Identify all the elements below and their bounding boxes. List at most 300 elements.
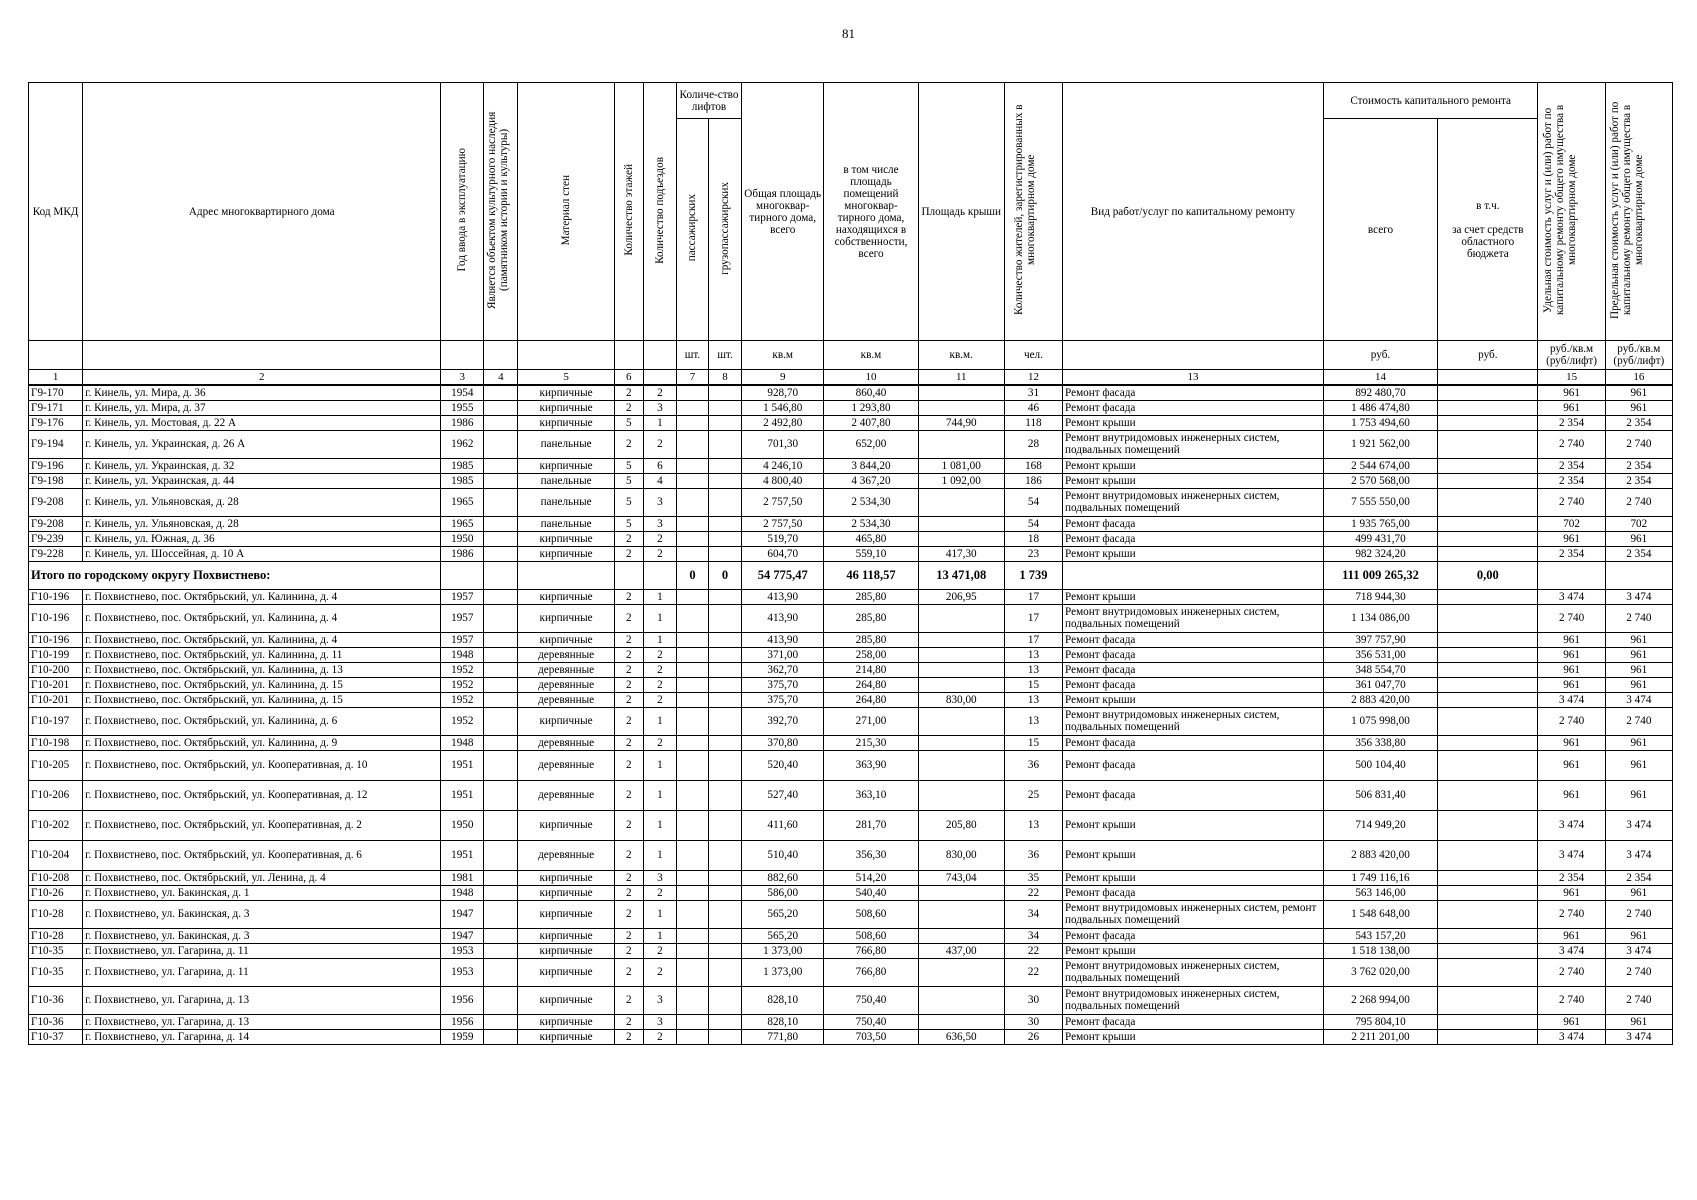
roof-area-cell: 744,90: [918, 415, 1004, 430]
passenger-cell: [676, 385, 708, 400]
year-cell: 1986: [441, 546, 484, 561]
cost-total-cell: 1 753 494,60: [1323, 415, 1437, 430]
cargo-cell: [709, 928, 742, 943]
total-area-cell: 375,70: [742, 677, 824, 692]
cargo-cell: [709, 943, 742, 958]
roof-area-cell: 1 081,00: [918, 458, 1004, 473]
column-number-row: [29, 370, 1673, 386]
owned-area-cell: 281,70: [824, 810, 918, 840]
walls-cell: деревянные: [518, 840, 614, 870]
page-number: 81: [842, 26, 855, 41]
max-cost-cell: 2 740: [1605, 958, 1672, 986]
unit-cost-cell: 961: [1538, 780, 1605, 810]
code-cell: Г10-28: [29, 928, 83, 943]
entrances-cell: 2: [643, 943, 676, 958]
regional-cell: [1438, 750, 1538, 780]
max-cost-cell: 2 354: [1605, 473, 1672, 488]
residents-cell: 13: [1004, 647, 1062, 662]
walls-cell: панельные: [518, 430, 614, 458]
code-cell: Г10-200: [29, 662, 83, 677]
passenger-cell: [676, 458, 708, 473]
walls-cell: деревянные: [518, 662, 614, 677]
total-area-cell: 413,90: [742, 604, 824, 632]
roof-area-cell: 830,00: [918, 840, 1004, 870]
work-type-cell: Ремонт внутридомовых инженерных систем, ремонт подвальных помещений: [1063, 900, 1324, 928]
work-type-cell: Ремонт фасада: [1063, 885, 1324, 900]
address-cell: г. Похвистнево, ул. Гагарина, д. 11: [83, 958, 441, 986]
unit-cost-cell: 961: [1538, 385, 1605, 400]
table-row: [29, 516, 1673, 531]
table-row: [29, 400, 1673, 415]
walls-cell: кирпичные: [518, 870, 614, 885]
residents-cell: 34: [1004, 928, 1062, 943]
unit-cost-cell: 961: [1538, 1014, 1605, 1029]
residents-cell: 15: [1004, 677, 1062, 692]
walls-cell: кирпичные: [518, 986, 614, 1014]
floors-cell: 2: [614, 885, 643, 900]
work-type-cell: Ремонт фасада: [1063, 385, 1324, 400]
entrances-cell: 1: [643, 900, 676, 928]
residents-cell: 118: [1004, 415, 1062, 430]
floors-cell: 2: [614, 900, 643, 928]
cargo-cell: [709, 415, 742, 430]
year-cell: 1985: [441, 458, 484, 473]
heritage-cell: [484, 986, 518, 1014]
roof-area-cell: [918, 986, 1004, 1014]
heritage-cell: [484, 1014, 518, 1029]
year-cell: 1981: [441, 870, 484, 885]
cost-total-cell: 356 531,00: [1323, 647, 1437, 662]
work-type-cell: Ремонт крыши: [1063, 415, 1324, 430]
residents-cell: 30: [1004, 986, 1062, 1014]
floors-cell: 2: [614, 928, 643, 943]
heritage-cell: [484, 385, 518, 400]
regional-cell: [1438, 707, 1538, 735]
total-area-cell: 701,30: [742, 430, 824, 458]
address-cell: г. Похвистнево, пос. Октябрьский, ул. Кооперативная, д. 2: [83, 810, 441, 840]
heritage-cell: [484, 488, 518, 516]
max-cost-cell: 2 354: [1605, 458, 1672, 473]
cargo-cell: [709, 735, 742, 750]
header-entrances: Количество подъездов: [643, 83, 676, 341]
passenger-cell: [676, 943, 708, 958]
regional-cell: [1438, 415, 1538, 430]
roof-area-cell: [918, 604, 1004, 632]
residents-cell: 22: [1004, 885, 1062, 900]
max-cost-cell: 2 354: [1605, 546, 1672, 561]
max-cost-cell: 3 474: [1605, 810, 1672, 840]
unit-cost-cell: 702: [1538, 516, 1605, 531]
year-cell: 1957: [441, 604, 484, 632]
address-cell: г. Похвистнево, пос. Октябрьский, ул. Калинина, д. 15: [83, 677, 441, 692]
regional-cell: [1438, 1029, 1538, 1044]
column-number: 16: [1605, 370, 1672, 386]
entrances-cell: 3: [643, 986, 676, 1014]
cargo-cell: [709, 589, 742, 604]
table-row: [29, 546, 1673, 561]
unit-cost-cell: 3 474: [1538, 943, 1605, 958]
total-area-cell: 519,70: [742, 531, 824, 546]
floors-cell: 2: [614, 531, 643, 546]
roof-area-cell: [918, 647, 1004, 662]
header-max-cost: Предельная стоимость услуг и (или) работ по капитальному ремонту общего имущества в многоквартирном доме: [1605, 83, 1672, 341]
table-row: [29, 692, 1673, 707]
code-cell: Г9-171: [29, 400, 83, 415]
regional-cell: [1438, 986, 1538, 1014]
heritage-cell: [484, 692, 518, 707]
regional-cell: [1438, 531, 1538, 546]
cost-total-cell: 1 749 116,16: [1323, 870, 1437, 885]
entrances-cell: 2: [643, 885, 676, 900]
year-cell: 1947: [441, 900, 484, 928]
table-row: [29, 840, 1673, 870]
table-row: [29, 488, 1673, 516]
table-row: [29, 707, 1673, 735]
residents-cell: 30: [1004, 1014, 1062, 1029]
total-regional: 0,00: [1438, 561, 1538, 589]
cargo-cell: [709, 986, 742, 1014]
entrances-cell: 3: [643, 1014, 676, 1029]
header-heritage: Является объектом культурного наследия (памятником истории и культуры): [484, 83, 518, 341]
code-cell: Г10-36: [29, 1014, 83, 1029]
floors-cell: 2: [614, 1014, 643, 1029]
cost-total-cell: 892 480,70: [1323, 385, 1437, 400]
owned-area-cell: 766,80: [824, 958, 918, 986]
walls-cell: кирпичные: [518, 632, 614, 647]
unit-cost-cell: 961: [1538, 677, 1605, 692]
total-area-cell: 828,10: [742, 1014, 824, 1029]
address-cell: г. Похвистнево, пос. Октябрьский, ул. Кооперативная, д. 10: [83, 750, 441, 780]
address-cell: г. Похвистнево, пос. Октябрьский, ул. Калинина, д. 15: [83, 692, 441, 707]
total-roof-area: 13 471,08: [918, 561, 1004, 589]
passenger-cell: [676, 589, 708, 604]
cost-total-cell: 1 075 998,00: [1323, 707, 1437, 735]
cost-total-cell: 2 211 201,00: [1323, 1029, 1437, 1044]
max-cost-cell: 2 740: [1605, 707, 1672, 735]
residents-cell: 168: [1004, 458, 1062, 473]
regional-cell: [1438, 810, 1538, 840]
cost-total-cell: 2 883 420,00: [1323, 692, 1437, 707]
max-cost-cell: 3 474: [1605, 840, 1672, 870]
walls-cell: кирпичные: [518, 928, 614, 943]
owned-area-cell: 750,40: [824, 1014, 918, 1029]
walls-cell: кирпичные: [518, 1014, 614, 1029]
address-cell: г. Похвистнево, ул. Бакинская, д. 1: [83, 885, 441, 900]
year-cell: 1952: [441, 677, 484, 692]
floors-cell: 2: [614, 604, 643, 632]
entrances-cell: 1: [643, 840, 676, 870]
total-area-cell: 4 246,10: [742, 458, 824, 473]
cost-total-cell: 7 555 550,00: [1323, 488, 1437, 516]
walls-cell: кирпичные: [518, 589, 614, 604]
table-row: [29, 750, 1673, 780]
regional-cell: [1438, 692, 1538, 707]
total-area-cell: 1 546,80: [742, 400, 824, 415]
regional-cell: [1438, 662, 1538, 677]
passenger-cell: [676, 400, 708, 415]
address-cell: г. Похвистнево, пос. Октябрьский, ул. Кооперативная, д. 12: [83, 780, 441, 810]
heritage-cell: [484, 604, 518, 632]
walls-cell: кирпичные: [518, 385, 614, 400]
total-area-cell: 413,90: [742, 589, 824, 604]
residents-cell: 54: [1004, 516, 1062, 531]
work-type-cell: Ремонт фасада: [1063, 735, 1324, 750]
owned-area-cell: 750,40: [824, 986, 918, 1014]
cargo-cell: [709, 516, 742, 531]
column-number: 9: [742, 370, 824, 386]
year-cell: 1962: [441, 430, 484, 458]
code-cell: Г10-26: [29, 885, 83, 900]
regional-cell: [1438, 928, 1538, 943]
floors-cell: 2: [614, 662, 643, 677]
passenger-cell: [676, 692, 708, 707]
column-number: 15: [1538, 370, 1605, 386]
year-cell: 1956: [441, 1014, 484, 1029]
owned-area-cell: 2 534,30: [824, 488, 918, 516]
residents-cell: 31: [1004, 385, 1062, 400]
year-cell: 1948: [441, 885, 484, 900]
total-area-cell: 586,00: [742, 885, 824, 900]
table-row: [29, 531, 1673, 546]
floors-cell: 2: [614, 400, 643, 415]
heritage-cell: [484, 516, 518, 531]
heritage-cell: [484, 885, 518, 900]
year-cell: 1951: [441, 840, 484, 870]
code-cell: Г10-37: [29, 1029, 83, 1044]
passenger-cell: [676, 735, 708, 750]
year-cell: 1951: [441, 750, 484, 780]
entrances-cell: 2: [643, 531, 676, 546]
year-cell: 1957: [441, 589, 484, 604]
address-cell: г. Кинель, ул. Ульяновская, д. 28: [83, 488, 441, 516]
roof-area-cell: [918, 735, 1004, 750]
cost-total-cell: 1 486 474,80: [1323, 400, 1437, 415]
work-type-cell: Ремонт внутридомовых инженерных систем, подвальных помещений: [1063, 986, 1324, 1014]
cost-total-cell: 2 268 994,00: [1323, 986, 1437, 1014]
passenger-cell: [676, 604, 708, 632]
max-cost-cell: 961: [1605, 1014, 1672, 1029]
unit-rub-1: руб.: [1323, 341, 1437, 370]
roof-area-cell: [918, 1014, 1004, 1029]
entrances-cell: 3: [643, 400, 676, 415]
cargo-cell: [709, 692, 742, 707]
total-area-cell: 375,70: [742, 692, 824, 707]
entrances-cell: 2: [643, 385, 676, 400]
work-type-cell: Ремонт фасада: [1063, 647, 1324, 662]
header-unit-cost: Удельная стоимость услуг и (или) работ по капитальному ремонту общего имущества в многоквартирном доме: [1538, 83, 1605, 341]
floors-cell: 2: [614, 958, 643, 986]
max-cost-cell: 961: [1605, 385, 1672, 400]
unit-rub-2: руб.: [1438, 341, 1538, 370]
total-area-cell: 828,10: [742, 986, 824, 1014]
entrances-cell: 6: [643, 458, 676, 473]
residents-cell: 34: [1004, 900, 1062, 928]
header-floors: Количество этажей: [614, 83, 643, 341]
unit-lift-2: шт.: [709, 341, 742, 370]
passenger-cell: [676, 488, 708, 516]
max-cost-cell: 961: [1605, 735, 1672, 750]
walls-cell: кирпичные: [518, 958, 614, 986]
max-cost-cell: 2 740: [1605, 900, 1672, 928]
total-row: [29, 561, 1673, 589]
passenger-cell: [676, 885, 708, 900]
passenger-cell: [676, 840, 708, 870]
total-residents: 1 739: [1004, 561, 1062, 589]
heritage-cell: [484, 943, 518, 958]
entrances-cell: 1: [643, 750, 676, 780]
table-row: [29, 677, 1673, 692]
walls-cell: деревянные: [518, 750, 614, 780]
cost-total-cell: 543 157,20: [1323, 928, 1437, 943]
work-type-cell: Ремонт крыши: [1063, 589, 1324, 604]
work-type-cell: Ремонт внутридомовых инженерных систем, подвальных помещений: [1063, 430, 1324, 458]
cargo-cell: [709, 531, 742, 546]
code-cell: Г10-35: [29, 958, 83, 986]
work-type-cell: Ремонт фасада: [1063, 531, 1324, 546]
roof-area-cell: 205,80: [918, 810, 1004, 840]
work-type-cell: Ремонт крыши: [1063, 473, 1324, 488]
cost-total-cell: 563 146,00: [1323, 885, 1437, 900]
unit-max-cost: руб./кв.м (руб/лифт): [1605, 341, 1672, 370]
residents-cell: 36: [1004, 750, 1062, 780]
header-total-area: Общая площадь многоквар-тирного дома, всего: [742, 83, 824, 341]
total-area-cell: 565,20: [742, 928, 824, 943]
table-row: [29, 632, 1673, 647]
header-regional: в т.ч. за счет средств областного бюджета: [1438, 119, 1538, 341]
year-cell: 1948: [441, 647, 484, 662]
roof-area-cell: [918, 780, 1004, 810]
header-passenger: пассажирских: [676, 119, 708, 341]
unit-cost-cell: 2 354: [1538, 870, 1605, 885]
header-address: Адрес многоквартирного дома: [83, 83, 441, 341]
max-cost-cell: 2 740: [1605, 430, 1672, 458]
unit-cost-cell: 3 474: [1538, 840, 1605, 870]
cargo-cell: [709, 840, 742, 870]
address-cell: г. Похвистнево, ул. Гагарина, д. 14: [83, 1029, 441, 1044]
unit-cost-cell: 2 354: [1538, 415, 1605, 430]
cargo-cell: [709, 604, 742, 632]
table-row: [29, 415, 1673, 430]
address-cell: г. Похвистнево, пос. Октябрьский, ул. Калинина, д. 4: [83, 632, 441, 647]
unit-cost-cell: 3 474: [1538, 1029, 1605, 1044]
walls-cell: деревянные: [518, 677, 614, 692]
residents-cell: 13: [1004, 810, 1062, 840]
heritage-cell: [484, 430, 518, 458]
walls-cell: деревянные: [518, 647, 614, 662]
owned-area-cell: 465,80: [824, 531, 918, 546]
owned-area-cell: 285,80: [824, 604, 918, 632]
owned-area-cell: 264,80: [824, 692, 918, 707]
cargo-cell: [709, 647, 742, 662]
entrances-cell: 1: [643, 707, 676, 735]
year-cell: 1955: [441, 400, 484, 415]
max-cost-cell: 961: [1605, 632, 1672, 647]
code-cell: Г10-205: [29, 750, 83, 780]
owned-area-cell: 363,10: [824, 780, 918, 810]
max-cost-cell: 961: [1605, 780, 1672, 810]
total-area-cell: 362,70: [742, 662, 824, 677]
walls-cell: панельные: [518, 488, 614, 516]
total-entrances: [643, 561, 676, 589]
max-cost-cell: 3 474: [1605, 1029, 1672, 1044]
walls-cell: кирпичные: [518, 604, 614, 632]
floors-cell: 2: [614, 677, 643, 692]
table-row: [29, 1014, 1673, 1029]
address-cell: г. Похвистнево, ул. Бакинская, д. 3: [83, 928, 441, 943]
passenger-cell: [676, 928, 708, 943]
unit-cost-cell: 3 474: [1538, 810, 1605, 840]
cargo-cell: [709, 780, 742, 810]
walls-cell: кирпичные: [518, 943, 614, 958]
cost-total-cell: 356 338,80: [1323, 735, 1437, 750]
work-type-cell: Ремонт фасада: [1063, 662, 1324, 677]
passenger-cell: [676, 546, 708, 561]
residents-cell: 54: [1004, 488, 1062, 516]
address-cell: г. Похвистнево, пос. Октябрьский, ул. Ленина, д. 4: [83, 870, 441, 885]
cargo-cell: [709, 1029, 742, 1044]
cost-total-cell: 348 554,70: [1323, 662, 1437, 677]
floors-cell: 2: [614, 986, 643, 1014]
roof-area-cell: [918, 430, 1004, 458]
total-area-cell: 4 800,40: [742, 473, 824, 488]
unit-area-2: кв.м: [824, 341, 918, 370]
unit-cost-cell: 2 354: [1538, 473, 1605, 488]
max-cost-cell: 961: [1605, 750, 1672, 780]
walls-cell: панельные: [518, 516, 614, 531]
work-type-cell: Ремонт фасада: [1063, 780, 1324, 810]
walls-cell: деревянные: [518, 692, 614, 707]
entrances-cell: 2: [643, 546, 676, 561]
address-cell: г. Похвистнево, пос. Октябрьский, ул. Калинина, д. 4: [83, 604, 441, 632]
address-cell: г. Похвистнево, ул. Гагарина, д. 13: [83, 986, 441, 1014]
entrances-cell: 2: [643, 735, 676, 750]
table-row: [29, 885, 1673, 900]
residents-cell: 13: [1004, 692, 1062, 707]
roof-area-cell: [918, 400, 1004, 415]
residents-cell: 13: [1004, 662, 1062, 677]
total-year: [441, 561, 484, 589]
entrances-cell: 3: [643, 516, 676, 531]
max-cost-cell: 3 474: [1605, 692, 1672, 707]
total-area-cell: 411,60: [742, 810, 824, 840]
table-row: [29, 958, 1673, 986]
code-cell: Г10-204: [29, 840, 83, 870]
cost-total-cell: 714 949,20: [1323, 810, 1437, 840]
work-type-cell: Ремонт внутридомовых инженерных систем, подвальных помещений: [1063, 488, 1324, 516]
heritage-cell: [484, 870, 518, 885]
owned-area-cell: 1 293,80: [824, 400, 918, 415]
year-cell: 1952: [441, 662, 484, 677]
floors-cell: 5: [614, 458, 643, 473]
header-code: Код МКД: [29, 83, 83, 341]
code-cell: Г10-199: [29, 647, 83, 662]
roof-area-cell: [918, 958, 1004, 986]
owned-area-cell: 2 534,30: [824, 516, 918, 531]
cost-total-cell: 795 804,10: [1323, 1014, 1437, 1029]
cost-total-cell: 499 431,70: [1323, 531, 1437, 546]
entrances-cell: 1: [643, 780, 676, 810]
work-type-cell: Ремонт фасада: [1063, 516, 1324, 531]
floors-cell: 5: [614, 473, 643, 488]
address-cell: г. Кинель, ул. Мостовая, д. 22 А: [83, 415, 441, 430]
cargo-cell: [709, 458, 742, 473]
total-area-cell: 2 757,50: [742, 516, 824, 531]
regional-cell: [1438, 385, 1538, 400]
residents-cell: 28: [1004, 430, 1062, 458]
max-cost-cell: 2 354: [1605, 870, 1672, 885]
column-number: 6: [614, 370, 643, 386]
year-cell: 1957: [441, 632, 484, 647]
